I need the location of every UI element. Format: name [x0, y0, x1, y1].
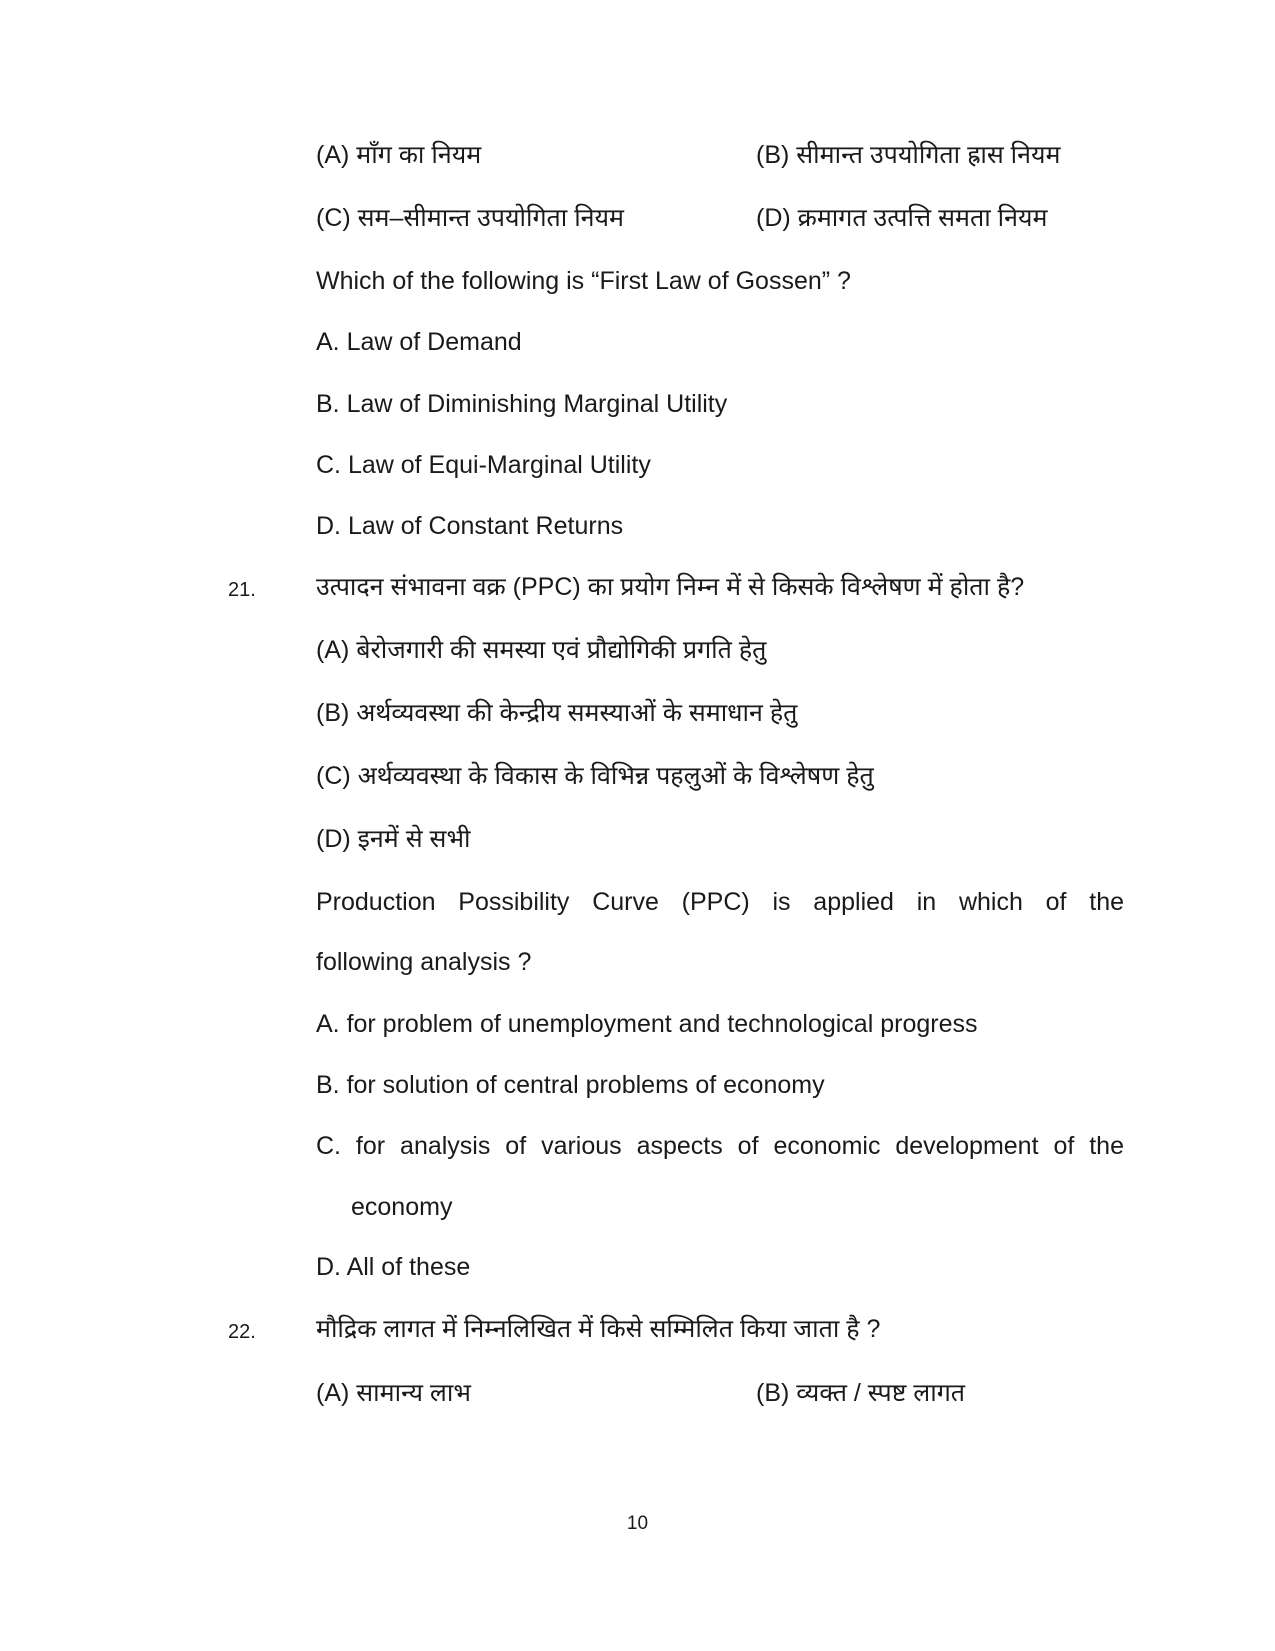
- q22-hindi-option-a: (A) सामान्य लाभ: [316, 1379, 471, 1407]
- q21-hindi-question: उत्पादन संभावना वक्र (PPC) का प्रयोग निम्न में से किसके विश्लेषण में होता है?: [316, 573, 1025, 601]
- q20-hindi-option-c: (C) सम–सीमान्त उपयोगिता नियम: [316, 204, 624, 232]
- q21-english-option-b: B. for solution of central problems of economy: [316, 1071, 825, 1099]
- q21-english-option-c-line2: economy: [351, 1193, 453, 1221]
- q22-hindi-option-b: (B) व्यक्त / स्पष्ट लागत: [756, 1379, 966, 1407]
- q21-hindi-option-c: (C) अर्थव्यवस्था के विकास के विभिन्न पहलुओं के विश्लेषण हेतु: [316, 762, 874, 790]
- q20-english-option-a: A. Law of Demand: [316, 328, 522, 356]
- q21-hindi-option-a: (A) बेरोजगारी की समस्या एवं प्रौद्योगिकी प्रगति हेतु: [316, 636, 767, 664]
- q22-hindi-question: मौद्रिक लागत में निम्नलिखित में किसे सम्मिलित किया जाता है ?: [316, 1315, 881, 1343]
- q20-english-question: Which of the following is “First Law of Gossen” ?: [316, 267, 851, 295]
- q21-english-option-d: D. All of these: [316, 1253, 471, 1281]
- q21-number: 21.: [228, 579, 256, 601]
- q20-hindi-option-b: (B) सीमान्त उपयोगिता ह्रास नियम: [756, 141, 1061, 169]
- q22-number: 22.: [228, 1321, 256, 1343]
- q21-hindi-option-d: (D) इनमें से सभी: [316, 825, 471, 853]
- q20-hindi-option-d: (D) क्रमागत उत्पत्ति समता नियम: [756, 204, 1048, 232]
- q21-english-question-line2: following analysis ?: [316, 948, 532, 976]
- q20-hindi-option-a: (A) माँग का नियम: [316, 141, 482, 169]
- q21-english-option-c-line1: C. for analysis of various aspects of economic development of the: [316, 1132, 1124, 1160]
- q21-hindi-option-b: (B) अर्थव्यवस्था की केन्द्रीय समस्याओं के समाधान हेतु: [316, 699, 798, 727]
- page-number: 10: [626, 1513, 649, 1534]
- q20-english-option-d: D. Law of Constant Returns: [316, 512, 624, 540]
- q20-english-option-c: C. Law of Equi-Marginal Utility: [316, 451, 651, 479]
- q21-english-option-a: A. for problem of unemployment and technological progress: [316, 1010, 978, 1038]
- q20-english-option-b: B. Law of Diminishing Marginal Utility: [316, 390, 728, 418]
- q21-english-question-line1: Production Possibility Curve (PPC) is applied in which of the: [316, 888, 1124, 916]
